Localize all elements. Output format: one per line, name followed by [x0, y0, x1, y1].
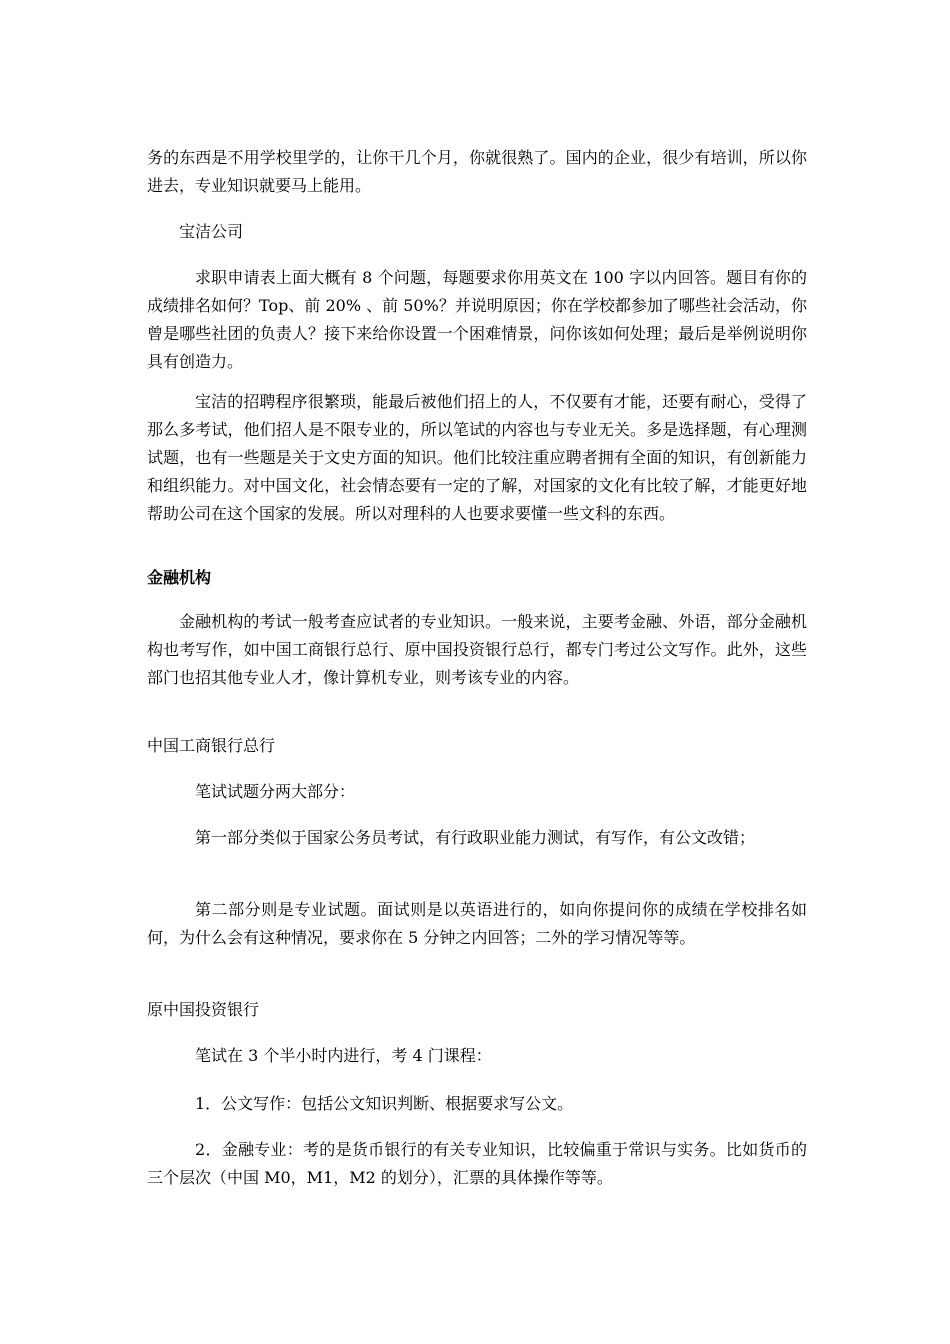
paragraph-intro-continuation: 务的东西是不用学校里学的，让你干几个月，你就很熟了。国内的企业，很少有培训，所以你进去，专业知识就要马上能用。 [147, 148, 807, 195]
list-item-finance-major: 2．金融专业：考的是货币银行的有关专业知识，比较偏重于常识与实务。比如货币的三个层次（中国 M0，M1，M2 的划分），汇票的具体操作等等。 [147, 1140, 807, 1187]
paragraph-icbc-written-test: 笔试试题分两大部分： [195, 782, 356, 801]
paragraph-pg-hiring-process: 宝洁的招聘程序很繁琐，能最后被他们招上的人，不仅要有才能，还要有耐心，受得了那么多考试，他们招人是不限专业的，所以笔试的内容也与专业无关。多是选择题，有心理测试题，也有一些题是关于文史方面的知识。他们比较注重应聘者拥有全面的知识，有创新能力和组织能力。对中国文化，社会情态要有一定的了解，对国家的文化有比较了解，才能更好地帮助公司在这个国家的发展。所以对理科的人也要求要懂一些文科的东西。 [147, 392, 807, 523]
paragraph-pg-application-form: 求职申请表上面大概有 8 个问题，每题要求你用英文在 100 字以内回答。题目有你的成绩排名如何？Top、前 20% 、前 50%？并说明原因；你在学校都参加了哪些社会活动，你曾是哪些社团的负责人？接下来给你设置一个困难情景，问你该如何处理；最后是举例说明你具有创造力。 [147, 268, 807, 371]
paragraph-financial-exams: 金融机构的考试一般考查应试者的专业知识。一般来说，主要考金融、外语，部分金融机构也考写作，如中国工商银行总行、原中国投资银行总行，都专门考过公文写作。此外，这些部门也招其他专业人才，像计算机专业，则考该专业的内容。 [147, 612, 807, 687]
paragraph-icbc-part-two: 第二部分则是专业试题。面试则是以英语进行的，如向你提问你的成绩在学校排名如何，为什么会有这种情况，要求你在 5 分钟之内回答；二外的学习情况等等。 [147, 900, 807, 947]
paragraph-icbc-part-one: 第一部分类似于国家公务员考试，有行政职业能力测试，有写作，有公文改错； [195, 828, 756, 847]
subheading-icbc: 中国工商银行总行 [147, 736, 276, 755]
list-item-official-writing: 1．公文写作：包括公文知识判断、根据要求写公文。 [195, 1094, 574, 1113]
subheading-pg: 宝洁公司 [179, 222, 244, 241]
paragraph-investment-bank-exam: 笔试在 3 个半小时内进行，考 4 门课程： [195, 1046, 492, 1065]
section-heading-financial-institutions: 金融机构 [147, 568, 212, 587]
subheading-investment-bank: 原中国投资银行 [147, 1000, 260, 1019]
